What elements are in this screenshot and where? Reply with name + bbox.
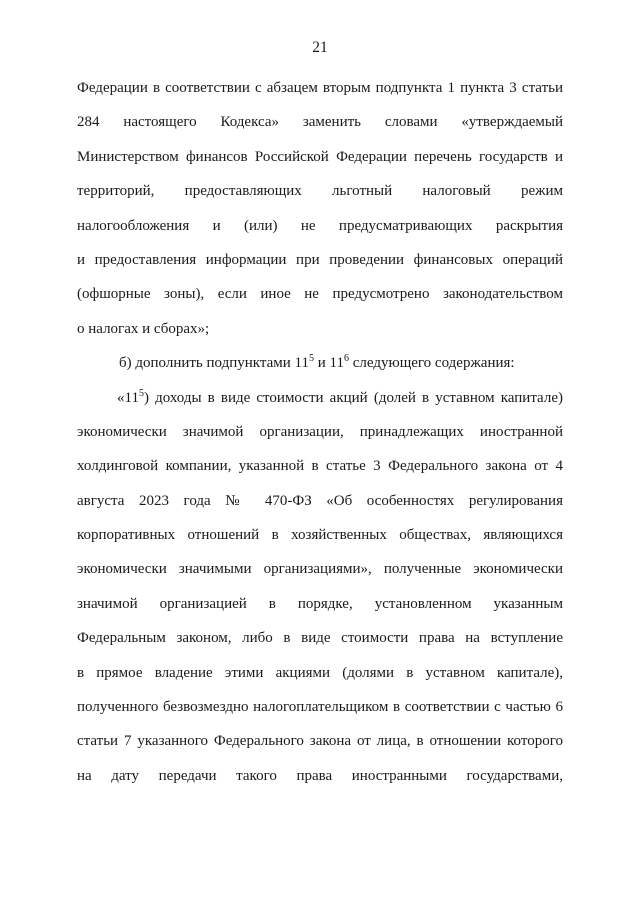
text-line: Федерации в соответствии с абзацем вторым подпункта 1 пункта 3 статьи (77, 80, 563, 96)
text-line: и предоставления информации при проведении финансовых операций (77, 251, 563, 268)
item-11-5-line (77, 381, 563, 415)
text-line: статьи 7 указанного Федерального закона от лица, в отношении которого (77, 733, 563, 750)
document-body (77, 71, 563, 793)
text-line: полученного безвозмездно налогоплательщиком в соответствии с частью 6 (77, 699, 563, 716)
item-11-5-text: «11 (117, 389, 139, 406)
superscript: 5 (309, 353, 315, 365)
text-line: холдинговой компании, указанной в статье 3 Федерального закона от 4 (77, 458, 563, 475)
text-line: в прямое владение этими акциями (долями в уставном капитале), (77, 664, 563, 681)
text-line: значимой организацией в порядке, установленном указанным (77, 595, 563, 612)
item-b-text: б) дополнить подпунктами 11 (119, 355, 310, 372)
superscript: 6 (344, 353, 349, 365)
text-line: Федеральным законом, либо в виде стоимости права на вступление (77, 630, 563, 647)
item-11-5-text: ) доходы в виде стоимости акций (долей в уставном капитале) (143, 389, 563, 406)
text-line: августа 2023 года № 470-ФЗ «Об особенностях регулирования (77, 492, 563, 509)
item-b-text: и 11 (314, 355, 344, 372)
item-b-text: следующего содержания: (349, 355, 515, 372)
superscript: 5 (138, 387, 144, 399)
text-line: налогообложения и (или) не предусматривающих раскрытия (77, 217, 563, 234)
text-line: корпоративных отношений в хозяйственных обществах, являющихся (77, 527, 563, 544)
text-line: территорий, предоставляющих льготный налоговый режим (77, 183, 563, 200)
text-line: на дату передачи такого права иностранными государствами, (77, 767, 563, 784)
text-line: Министерством финансов Российской Федерации перечень государств и (77, 148, 563, 165)
text-line: экономически значимой организации, принадлежащих иностранной (77, 423, 563, 440)
text-line: о налогах и сборах»; (77, 320, 210, 337)
page-number: 21 (312, 39, 328, 56)
text-line: экономически значимыми организациями», полученные экономически (77, 561, 563, 578)
item-b-line (77, 346, 563, 380)
text-line: 284 настоящего Кодекса» заменить словами «утверждаемый (77, 114, 563, 131)
text-line: (офшорные зоны), если иное не предусмотрено законодательством (77, 286, 563, 303)
